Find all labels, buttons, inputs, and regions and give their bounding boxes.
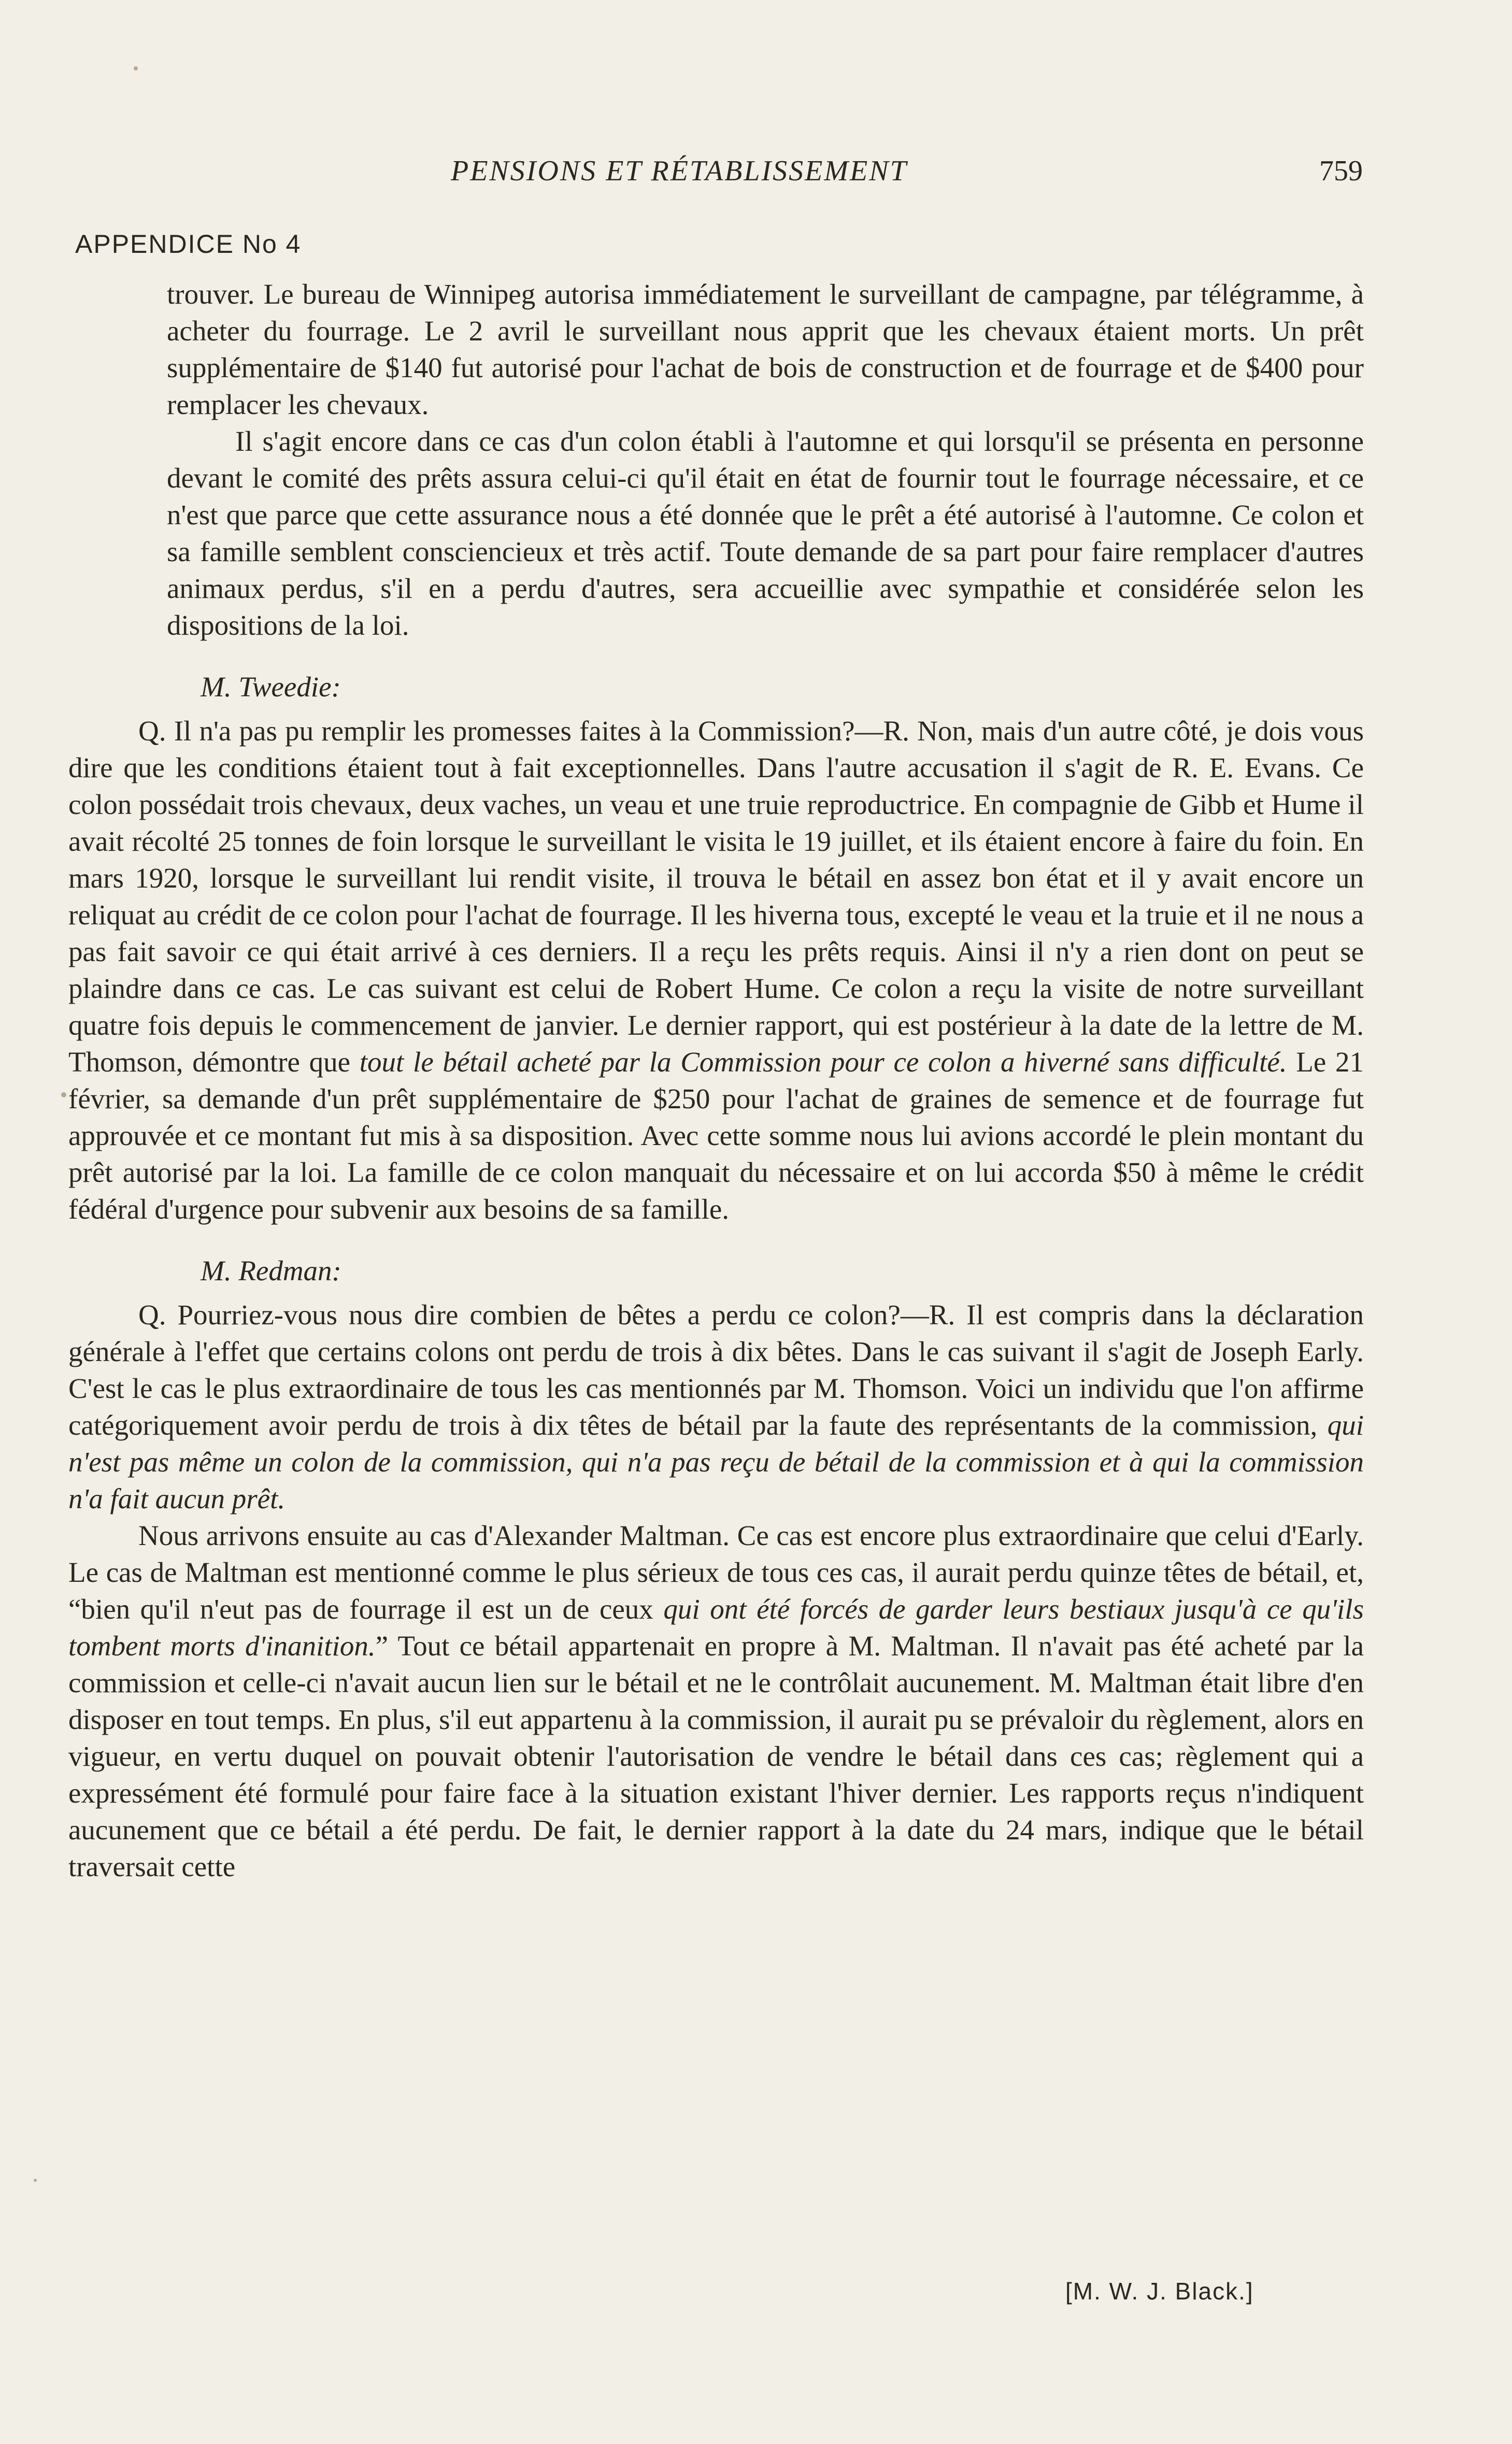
text-segment: ” Tout ce bétail appartenait en propre à M. Maltman. Il n'avait pas été acheté par la commission et celle-ci n'avait aucun lien sur le bétail et ne le contrôlait aucunement. M. Maltman était libre d'en disposer en tout temps. En plus, s'il eut appartenu à la commission, il aurait pu se prévaloir du règlement, alors en vigueur, en vertu duquel on pouvait obtenir l'autorisation de vendre le bétail dans ces cas; règlement qui a expressément été formulé pour faire face à la situation existant l'hiver dernier. Les rapports reçus n'indiquent aucunement que ce bétail a été perdu. De fait, le dernier rapport à la date du 24 mars, indique que le bétail traversait cette [68, 1630, 1364, 1882]
paragraph-continuation: trouver. Le bureau de Winnipeg autorisa immédiatement le surveillant de campagne, par télégramme, à acheter du fourrage. Le 2 avril le surveillant nous apprit que les chevaux étaient morts. Un prêt supplémentaire de $140 fut autorisé pour l'achat de bois de construction et de fourrage et de $400 pour remplacer les chevaux. [167, 278, 1364, 420]
speaker-redman: M. Redman: [201, 1255, 341, 1287]
page-number: 759 [1319, 155, 1363, 187]
text-segment: Q. Pourriez-vous nous dire combien de bêtes a perdu ce colon?—R. Il est compris dans la déclaration générale à l'effet que certains colons ont perdu de trois à dix bêtes. Dans le cas suivant il s'agit de Joseph Early. C'est le cas le plus extraordinaire de tous les cas mentionnés par M. Thomson. Voici un individu que l'on affirme catégoriquement avoir perdu de trois à dix têtes de bétail par la faute des représentants de la commission, [68, 1299, 1364, 1441]
body-text [68, 276, 1364, 1885]
emphasis-segment: qui n'est pas même un colon de la commission, qui n'a pas reçu de bétail de la commission et à qui la commission n'a fait aucun prêt. [68, 1409, 1364, 1514]
appendix-label: APPENDICE No 4 [75, 230, 302, 259]
text-segment: Le 21 février, sa demande d'un prêt supplémentaire de $250 pour l'achat de graines de semence et de fourrage fut approuvée et ce montant fut mis à sa disposition. Avec cette somme nous lui avions accordé le plein montant du prêt autorisé par la loi. La famille de ce colon manquait du nécessaire et on lui accorda $50 à même le crédit fédéral d'urgence pour subvenir aux besoins de sa famille. [68, 1046, 1364, 1225]
emphasis-segment: tout le bétail acheté par la Commission pour ce colon a hiverné sans difficulté. [359, 1046, 1287, 1078]
text-segment: Q. Il n'a pas pu remplir les promesses faites à la Commission?—R. Non, mais d'un autre côté, je dois vous dire que les conditions étaient tout à fait exceptionnelles. Dans l'autre accusation il s'agit de R. E. Evans. Ce colon possédait trois chevaux, deux vaches, un veau et une truie reproductrice. En compagnie de Gibb et Hume il avait récolté 25 tonnes de foin lorsque le surveillant le visita le 19 juillet, et ils étaient encore à faire du foin. En mars 1920, lorsque le surveillant lui rendit visite, il trouva le bétail en assez bon état et il y avait encore un reliquat au crédit de ce colon pour l'achat de fourrage. Il les hiverna tous, excepté le veau et la truie et il ne nous a pas fait savoir ce qui était arrivé à ces derniers. Il a reçu les prêts requis. Ainsi il n'y a rien dont on peut se plaindre dans ce cas. Le cas suivant est celui de Robert Hume. Ce colon a reçu la visite de notre surveillant quatre fois depuis le commencement de janvier. Le dernier rapport, qui est postérieur à la date de la lettre de M. Thomson, démontre que [68, 715, 1364, 1078]
signature: [M. W. J. Black.] [1065, 2278, 1254, 2305]
paragraph-tweedie-question [68, 712, 1364, 1227]
paper-speck [34, 2179, 37, 2182]
speaker-tweedie: M. Tweedie: [201, 671, 341, 703]
paragraph-colon-case: Il s'agit encore dans ce cas d'un colon établi à l'automne et qui lorsqu'il se présenta en personne devant le comité des prêts assura celui-ci qu'il était en état de fournir tout le fourrage nécessaire, et ce n'est que parce que cette assurance nous a été donnée que le prêt a été autorisé à l'automne. Ce colon et sa famille semblent consciencieux et très actif. Toute demande de sa part pour faire remplacer d'autres animaux perdus, s'il en a perdu d'autres, sera accueillie avec sympathie et considérée selon les dispositions de la loi. [167, 425, 1364, 641]
emphasis-segment: qui ont été forcés de garder leurs bestiaux jusqu'à ce qu'ils tombent morts d'inanition. [68, 1593, 1364, 1662]
paragraph-maltman-case [68, 1517, 1364, 1885]
paper-speck [61, 1092, 66, 1097]
text-segment: Nous arrivons ensuite au cas d'Alexander Maltman. Ce cas est encore plus extraordinaire que celui d'Early. Le cas de Maltman est mentionné comme le plus sérieux de tous ces cas, il aurait perdu quinze têtes de bétail, et, “bien qu'il n'eut pas de fourrage il est un de ceux [68, 1520, 1364, 1625]
running-head: PENSIONS ET RÉTABLISSEMENT [451, 155, 908, 187]
paper-speck [134, 66, 138, 70]
paragraph-redman-question [68, 1296, 1364, 1517]
